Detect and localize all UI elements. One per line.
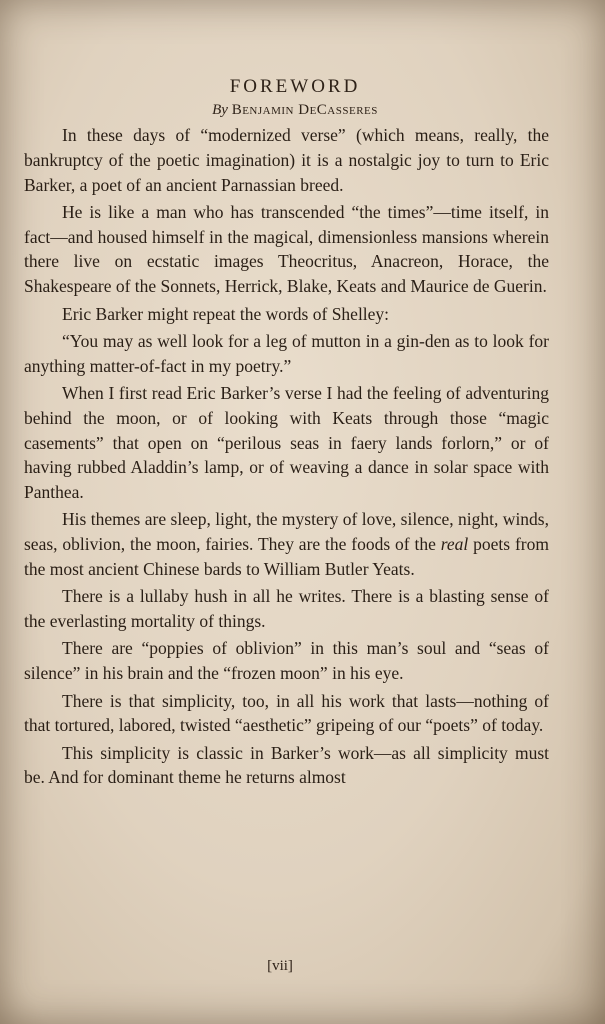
paragraph-1: In these days of “modernized verse” (which means, really, the bankruptcy of the poetic imagination) it is a nostalgic joy to turn to Eric Barker, a poet of an ancient Parnassian breed. [24,125,549,195]
foreword-body [24,123,549,793]
paragraph-9: There is that simplicity, too, in all his work that lasts—nothing of that tortured, labored, twisted “aesthetic” gripeing of our “poets” of today. [24,690,549,736]
paragraph-8: There are “poppies of oblivion” in this man’s soul and “seas of silence” in his brain and the “frozen moon” in his eye. [24,638,549,684]
byline [0,102,590,119]
paragraph-10: This simplicity is classic in Barker’s work—as all simplicity must be. And for dominant theme he returns almost [24,742,549,788]
page-number: [vii] [267,958,293,974]
paragraph-6-end: poets from the most ancient Chinese bards to William Butler Yeats. [24,534,549,580]
byline-author: Benjamin DeCasseres [231,102,378,118]
paragraph-6-start: His themes are sleep, light, the mystery of love, silence, night, winds, seas, oblivion, the moon, fairies. They are the foods of the [24,509,549,555]
page-heading: FOREWORD [229,76,361,97]
paragraph-6 [24,507,549,581]
paragraph-7: There is a lullaby hush in all he writes. There is a blasting sense of the everlasting mortality of things. [24,586,549,632]
quotation-shelley: “You may as well look for a leg of mutton in a gin-den as to look for anything matter-of-fact in my poetry.” [24,330,549,376]
paragraph-6-italic: real [440,534,469,555]
paragraph-3: Eric Barker might repeat the words of Shelley: [62,303,390,324]
paragraph-5: When I first read Eric Barker’s verse I had the feeling of adventuring behind the moon, or of looking with Keats through those “magic casements” that open on “perilous seas in faery lands forlorn,” or of having rubbed Aladdin’s lamp, or of weaving a dance in solar space with Panthea. [24,382,549,503]
paragraph-2: He is like a man who has transcended “the times”—time itself, in fact—and housed himself in the magical, dimensionless mansions wherein there live on ecstatic images Theocritus, Anacreon, Horace, the Shakespeare of the Sonnets, Herrick, Blake, Keats and Maurice de Guerin. [24,201,549,297]
byline-prefix: By [212,102,228,118]
